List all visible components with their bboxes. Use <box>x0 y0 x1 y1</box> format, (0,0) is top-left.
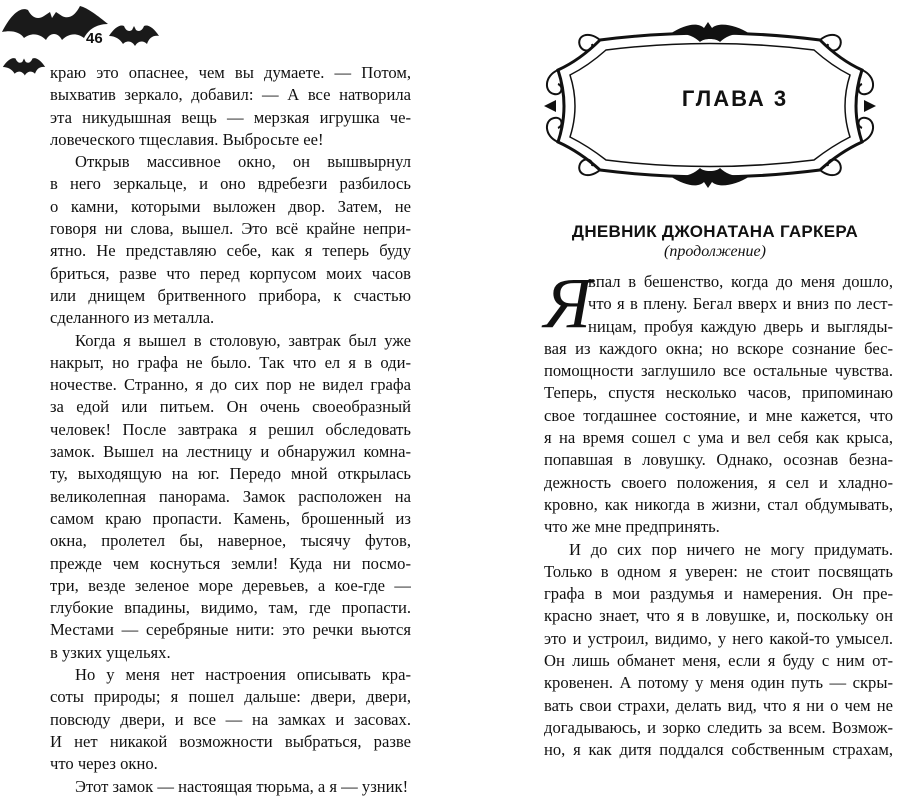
text-line: краю это опаснее, чем вы думаете. — Потом, <box>50 63 411 82</box>
text-line: Открыв массивное окно, он вышвырнул <box>75 152 411 172</box>
text-line: вая из каждого окна; но вскоре сознание бес- <box>544 338 893 358</box>
text-line: в него зеркальце, и оно вдребезги разбилось <box>50 174 411 194</box>
text-line: Он лишь обманет меня, если я буду с ним от- <box>544 651 893 671</box>
text-line: И нет никакой возможности выбраться, разве <box>50 731 411 751</box>
page-number: 46 <box>86 30 103 47</box>
text-line: глубокие впадины, видимо, там, где пропасти. <box>50 598 411 618</box>
text-line: бриться, разве что перед корпусом моих часов <box>50 263 411 283</box>
text-line: ночестве. Странно, я до сих пор не видел графа <box>50 375 411 395</box>
text-line: или днищем бритвенного прибора, к счастью <box>50 285 411 305</box>
text-line: человек! После завтрака я решил обследовать <box>50 419 411 439</box>
text-line: вать свои страхи, делать вид, что я ни о чем не <box>544 695 893 715</box>
text-line: ловеческого тщеславия. Выбросьте ее! <box>50 129 324 149</box>
text-line: самом краю пропасти. Камень, брошенный из <box>50 508 411 528</box>
text-line: что я в плену. Бегал вверх и вниз по лест- <box>588 294 893 314</box>
text-line: графа в мои раздумья и намерения. Он пре- <box>544 584 893 604</box>
text-line: в узких ущельях. <box>50 642 171 662</box>
text-line: повсюду двери, и все — на замках и засовах. <box>50 709 411 729</box>
text-line: прежде чем коснуться земли! Куда ни посмо- <box>50 553 411 573</box>
section-subtitle: (продолжение) <box>664 243 766 260</box>
text-line: окна, пролетел бы, наверное, тысячу футов, <box>50 531 411 551</box>
text-line: ту, выходящую на юг. Передо мной открылась <box>50 464 411 484</box>
section-title: ДНЕВНИК ДЖОНАТАНА ГАРКЕРА <box>571 222 859 241</box>
text-line: что через окно. <box>50 754 158 774</box>
text-line: свое тогдашнее состояние, и мне кажется, что <box>544 405 893 425</box>
text-line: И до сих пор ничего не могу придумать. <box>569 539 893 559</box>
text-line: говоря ни слова, вышел. Это всё крайне непри- <box>50 219 411 239</box>
text-line: что же мне предпринять. <box>544 517 720 537</box>
text-line: соты природы; я пошел дальше: двери, двери, <box>50 687 411 707</box>
text-line: дежность своего положения, я сел и хладно- <box>544 472 893 492</box>
bat-icon <box>2 55 46 79</box>
text-line: кровенен. А потому у меня один путь — скры- <box>544 673 893 693</box>
text-line: кровно, как никогда в жизни, стал обдумывать, <box>544 494 893 514</box>
text-line: красно знает, что я в ловушке, и, поскольку он <box>544 606 893 626</box>
text-line: о камни, которыми выложен двор. Затем, не <box>50 196 411 216</box>
text-line: эта никудышная вещь — мерзкая игрушка че- <box>50 107 411 127</box>
text-line: накрыт, но графа не было. Так что ел я в оди- <box>50 352 411 372</box>
text-line: Теперь, спустя несколько часов, припоминаю <box>544 383 893 403</box>
text-line: догадываюсь, и зорко следить за всем. Возмож- <box>544 717 893 737</box>
text-line: ятно. Не представляю себе, как я теперь буду <box>50 241 411 261</box>
text-line: попавшая в ловушку. Однако, осознав безна- <box>544 450 893 470</box>
chapter-title: ГЛАВА 3 <box>681 86 789 111</box>
text-line: выхватив зеркало, добавил: — А все натворила <box>50 85 411 105</box>
text-line: великолепная панорама. Замок расположен на <box>50 486 411 506</box>
text-line: Местами — серебряные нити: это речки вьются <box>50 620 411 640</box>
text-line: я на время сошел с ума и вел себя как крыса, <box>544 428 893 448</box>
drop-cap: Я <box>544 263 592 343</box>
bat-icon <box>108 22 160 50</box>
text-line: Этот замок — настоящая тюрьма, а я — узник! <box>75 776 409 796</box>
text-line: это и устроил, видимо, у него какой-то умысел. <box>544 628 893 648</box>
right-text-column <box>544 263 893 762</box>
left-text-column <box>50 62 411 798</box>
text-line: впал в бешенство, когда до меня дошло, <box>588 272 893 291</box>
text-line: Когда я вышел в столовую, завтрак был уже <box>75 330 411 350</box>
text-line: за едой или питьем. Он очень своеобразный <box>50 397 411 417</box>
text-line: сделанного из металла. <box>50 308 215 328</box>
text-line: три, везде зеленое море деревьев, а кое-где — <box>50 575 411 595</box>
text-line: но, я как дитя поддался собственным страхам, <box>544 740 893 760</box>
text-line: замок. Вышел на лестницу и обнаружил комна- <box>50 442 411 462</box>
text-line: Но у меня нет настроения описывать кра- <box>75 665 411 685</box>
text-line: ницам, пробуя каждую дверь и выгляды- <box>588 316 893 336</box>
text-line: помощности заглушило все остальные чувства. <box>544 361 893 381</box>
text-line: Только в одном я уверен: не стоит посвящать <box>544 561 893 581</box>
